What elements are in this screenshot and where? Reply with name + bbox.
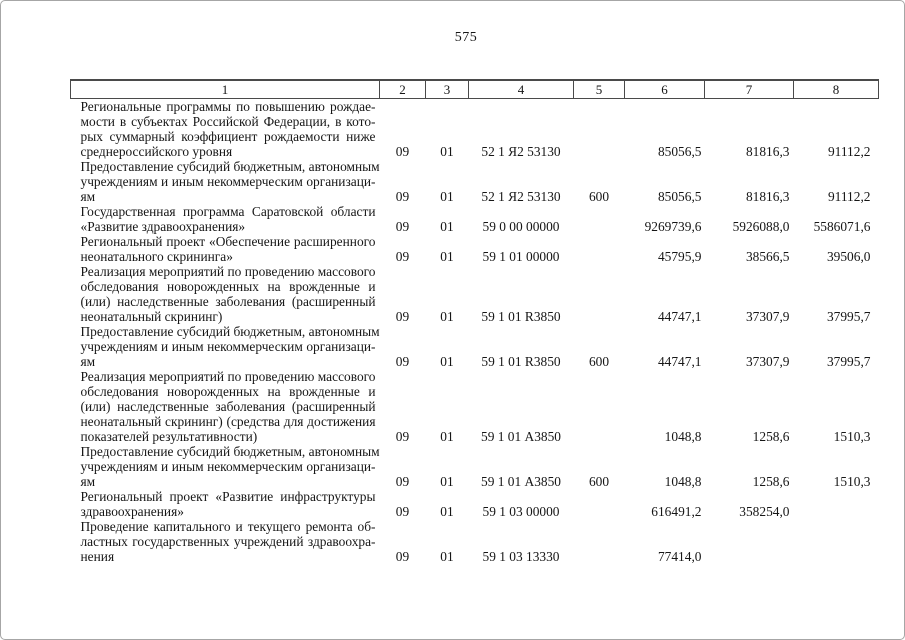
cell-target-code: 52 1 Я2 53130 <box>481 144 561 159</box>
column-header-7: 7 <box>705 80 794 99</box>
cell-target-code: 59 1 01 А3850 <box>481 429 561 444</box>
table-row <box>71 369 879 444</box>
cell-podrazdel: 01 <box>440 504 454 519</box>
cell-amount-year1: 1048,8 <box>664 474 702 489</box>
description-line: неонатального скрининга» <box>80 249 233 264</box>
description-line: Реализация мероприятий по проведению массового <box>80 369 376 384</box>
cell-amount-year3: 37995,7 <box>826 354 871 369</box>
cell-expense-type: 600 <box>588 189 610 204</box>
cell-podrazdel: 01 <box>440 474 454 489</box>
cell-amount-year3: 91112,2 <box>827 144 871 159</box>
cell-razdel: 09 <box>395 429 410 444</box>
description-line: мости в субъектах Российской Федерации, в кото- <box>80 114 376 129</box>
cell-podrazdel: 01 <box>440 309 454 324</box>
cell-amount-year1: 45795,9 <box>657 249 702 264</box>
cell-razdel: 09 <box>395 249 410 264</box>
description-line: Региональные программы по повышению рождае- <box>80 99 376 114</box>
table-row <box>71 204 879 234</box>
cell-amount-year1: 85056,5 <box>657 189 702 204</box>
description-line: нения <box>80 549 115 564</box>
cell-amount-year1: 85056,5 <box>657 144 702 159</box>
cell-amount-year1: 44747,1 <box>657 309 702 324</box>
description-line: среднероссийского уровня <box>80 144 233 159</box>
cell-podrazdel: 01 <box>440 249 454 264</box>
cell-expense-type <box>574 99 625 160</box>
row-description <box>71 519 380 564</box>
table-row <box>71 234 879 264</box>
cell-amount-year2: 358254,0 <box>739 504 790 519</box>
cell-target-code: 59 1 01 R3850 <box>481 309 561 324</box>
cell-amount-year1: 44747,1 <box>657 354 702 369</box>
description-line: Проведение капитального и текущего ремонта об- <box>80 519 376 534</box>
table-row <box>71 444 879 489</box>
description-line: Региональный проект «Обеспечение расширенного <box>80 234 376 249</box>
table-row <box>71 324 879 369</box>
cell-target-code: 59 0 00 00000 <box>482 219 560 234</box>
cell-razdel: 09 <box>395 189 410 204</box>
cell-amount-year3: 1510,3 <box>833 429 871 444</box>
budget-table <box>70 79 879 564</box>
cell-amount-year2: 1258,6 <box>752 474 790 489</box>
table-header-row <box>71 80 879 99</box>
row-description <box>71 204 380 234</box>
description-line: неонатальный скрининг) <box>80 309 223 324</box>
table-row <box>71 489 879 519</box>
cell-target-code: 59 1 01 А3850 <box>481 474 561 489</box>
cell-expense-type: 600 <box>588 354 610 369</box>
cell-target-code: 59 1 03 00000 <box>482 504 560 519</box>
cell-expense-type <box>574 519 625 564</box>
cell-amount-year2: 38566,5 <box>745 249 790 264</box>
row-description <box>71 324 380 369</box>
row-description <box>71 234 380 264</box>
cell-amount-year1: 9269739,6 <box>644 219 702 234</box>
description-line: рых суммарный коэффициент рождаемости ниже <box>80 129 376 144</box>
cell-razdel: 09 <box>395 549 410 564</box>
column-header-6: 6 <box>625 80 705 99</box>
cell-razdel: 09 <box>395 504 410 519</box>
description-line: ям <box>80 189 96 204</box>
cell-amount-year2: 81816,3 <box>745 189 790 204</box>
row-description <box>71 99 380 160</box>
cell-amount-year2: 1258,6 <box>752 429 790 444</box>
column-header-3: 3 <box>426 80 469 99</box>
cell-podrazdel: 01 <box>440 549 454 564</box>
cell-expense-type <box>574 264 625 324</box>
cell-amount-year1: 77414,0 <box>657 549 702 564</box>
description-line: неонатальный скрининг) (средства для достижения <box>80 414 376 429</box>
cell-amount-year2: 81816,3 <box>745 144 790 159</box>
cell-expense-type <box>574 489 625 519</box>
table-row <box>71 159 879 204</box>
description-line: обследования новорожденных на врожденные и <box>80 384 376 399</box>
cell-amount-year3 <box>794 519 879 564</box>
cell-podrazdel: 01 <box>440 219 454 234</box>
cell-razdel: 09 <box>395 144 410 159</box>
row-description <box>71 444 380 489</box>
cell-razdel: 09 <box>395 219 410 234</box>
cell-amount-year2: 5926088,0 <box>732 219 790 234</box>
cell-target-code: 52 1 Я2 53130 <box>481 189 561 204</box>
cell-expense-type: 600 <box>588 474 610 489</box>
cell-podrazdel: 01 <box>440 144 454 159</box>
description-line: Предоставление субсидий бюджетным, автономным <box>80 444 380 459</box>
cell-expense-type <box>574 204 625 234</box>
page-number: 575 <box>454 30 478 45</box>
cell-amount-year1: 1048,8 <box>664 429 702 444</box>
cell-podrazdel: 01 <box>440 354 454 369</box>
cell-amount-year1: 616491,2 <box>651 504 702 519</box>
description-line: Реализация мероприятий по проведению массового <box>80 264 376 279</box>
row-description <box>71 159 380 204</box>
cell-expense-type <box>574 234 625 264</box>
cell-amount-year3: 1510,3 <box>833 474 871 489</box>
cell-target-code: 59 1 01 R3850 <box>481 354 561 369</box>
description-line: Государственная программа Саратовской области <box>80 204 376 219</box>
column-header-8: 8 <box>794 80 879 99</box>
cell-amount-year3: 5586071,6 <box>813 219 871 234</box>
description-line: (или) наследственные заболевания (расширенный <box>80 399 376 414</box>
description-line: «Развитие здравоохранения» <box>80 219 246 234</box>
column-header-1: 1 <box>71 80 380 99</box>
description-line: учреждениям и иным некоммерческим организаци- <box>80 459 376 474</box>
description-line: Региональный проект «Развитие инфраструктуры <box>80 489 376 504</box>
description-line: (или) наследственные заболевания (расширенный <box>80 294 376 309</box>
description-line: здравоохранения» <box>80 504 184 519</box>
cell-podrazdel: 01 <box>440 429 454 444</box>
cell-amount-year2: 37307,9 <box>745 354 790 369</box>
table-row <box>71 99 879 160</box>
description-line: ластных государственных учреждений здравоохра- <box>80 534 376 549</box>
cell-expense-type <box>574 369 625 444</box>
description-line: Предоставление субсидий бюджетным, автономным <box>80 324 380 339</box>
cell-amount-year3: 37995,7 <box>826 309 871 324</box>
description-line: показателей результативности) <box>80 429 258 444</box>
column-header-2: 2 <box>380 80 426 99</box>
cell-target-code: 59 1 01 00000 <box>482 249 560 264</box>
description-line: ям <box>80 474 96 489</box>
description-line: ям <box>80 354 96 369</box>
row-description <box>71 489 380 519</box>
description-line: учреждениям и иным некоммерческим организаци- <box>80 174 376 189</box>
cell-amount-year2: 37307,9 <box>745 309 790 324</box>
description-line: учреждениям и иным некоммерческим организаци- <box>80 339 376 354</box>
column-header-5: 5 <box>574 80 625 99</box>
description-line: Предоставление субсидий бюджетным, автономным <box>80 159 380 174</box>
cell-podrazdel: 01 <box>440 189 454 204</box>
cell-target-code: 59 1 03 13330 <box>482 549 560 564</box>
cell-amount-year3 <box>794 489 879 519</box>
column-header-4: 4 <box>469 80 574 99</box>
cell-amount-year2 <box>705 519 794 564</box>
cell-razdel: 09 <box>395 309 410 324</box>
cell-razdel: 09 <box>395 474 410 489</box>
cell-amount-year3: 91112,2 <box>827 189 871 204</box>
cell-amount-year3: 39506,0 <box>826 249 871 264</box>
row-description <box>71 369 380 444</box>
description-line: обследования новорожденных на врожденные и <box>80 279 376 294</box>
table-row <box>71 264 879 324</box>
table-row <box>71 519 879 564</box>
row-description <box>71 264 380 324</box>
cell-razdel: 09 <box>395 354 410 369</box>
